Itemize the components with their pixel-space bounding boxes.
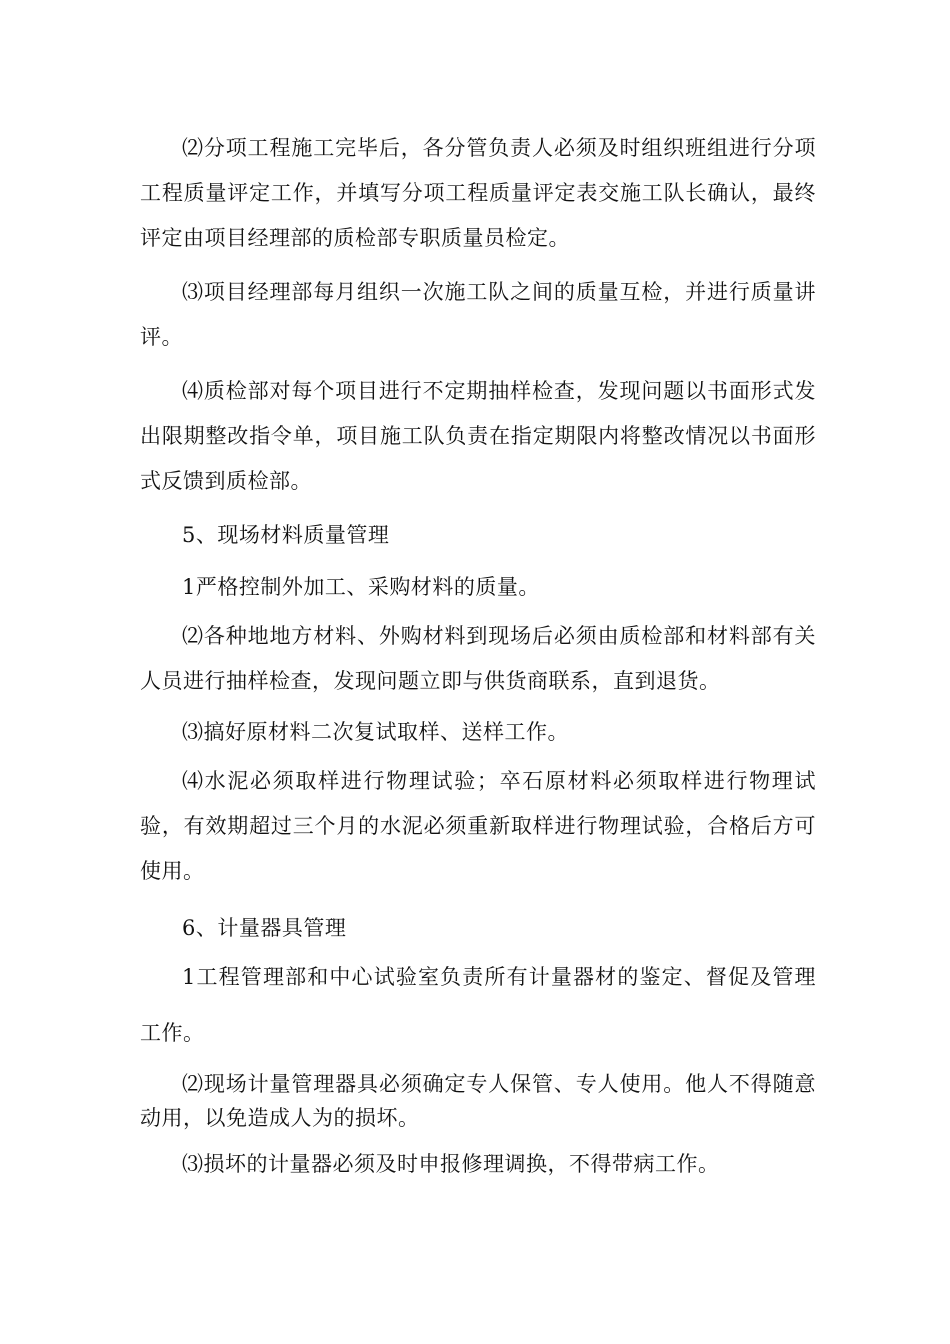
paragraph-mutual-inspection: ⑶项目经理部每月组织一次施工队之间的质量互检，并进行质量讲评。	[140, 280, 816, 349]
paragraph-cement-testing: ⑷水泥必须取样进行物理试验；卒石原材料必须取样进行物理试验，有效期超过三个月的水泥必须重新取样进行物理试验，合格后方可使用。	[140, 769, 816, 883]
paragraph-repair-replacement: ⑶损坏的计量器必须及时申报修理调换，不得带病工作。	[182, 1152, 720, 1176]
section-heading-materials: 5、现场材料质量管理	[182, 523, 390, 547]
section-heading-measuring: 6、计量器具管理	[182, 916, 347, 940]
paragraph-purchase-control: 1严格控制外加工、采购材料的质量。	[182, 575, 540, 599]
paragraph-dedicated-custody: ⑵现场计量管理器具必须确定专人保管、专人使用。他人不得随意动用，以免造成人为的损坏。	[140, 1072, 816, 1130]
paragraph-random-inspection: ⑷质检部对每个项目进行不定期抽样检查，发现问题以书面形式发出限期整改指令单，项目施工队负责在指定期限内将整改情况以书面形式反馈到质检部。	[140, 379, 816, 493]
paragraph-measuring-management: 1工程管理部和中心试验室负责所有计量器材的鉴定、督促及管理工作。	[140, 965, 816, 1045]
paragraph-sampling-check: ⑵各种地地方材料、外购材料到现场后必须由质检部和材料部有关人员进行抽样检查，发现问题立即与供货商联系，直到退货。	[140, 624, 816, 693]
paragraph-retest-sampling: ⑶搞好原材料二次复试取样、送样工作。	[182, 720, 569, 744]
paragraph-quality-evaluation: ⑵分项工程施工完毕后，各分管负责人必须及时组织班组进行分项工程质量评定工作，并填写分项工程质量评定表交施工队长确认，最终评定由项目经理部的质检部专职质量员检定。	[140, 136, 816, 250]
